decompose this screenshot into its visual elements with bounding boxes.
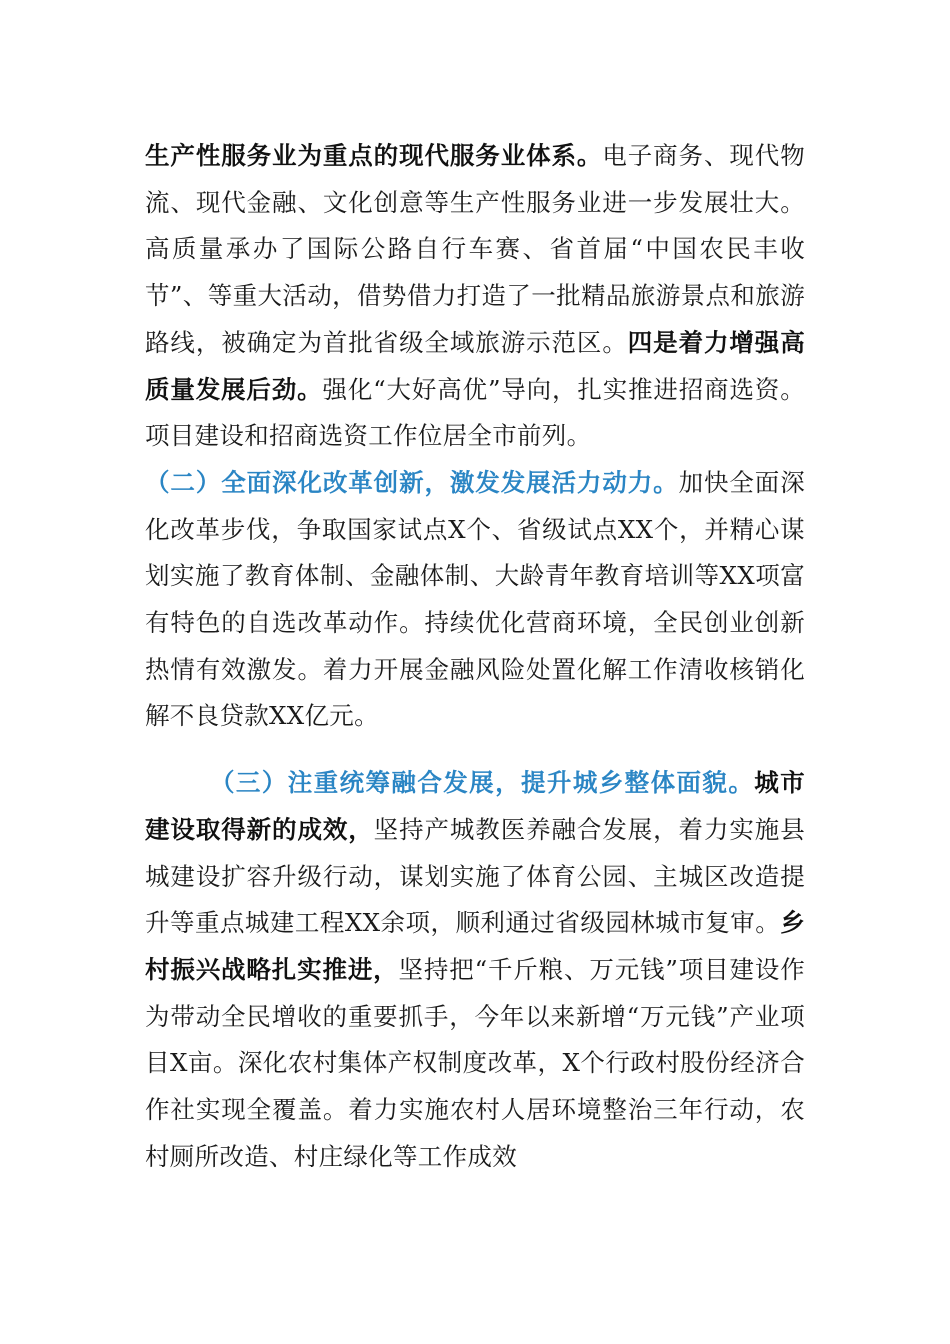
bold-phrase: 乡村振兴战略扎实推进，	[145, 908, 805, 984]
section-heading-2: （二）全面深化改革创新，激发发展活力动力。	[145, 467, 679, 497]
body-text: 电子商务、现代物流、现代金融、文化创意等生产性服务业进一步发展壮大。高质量承办了国际公路自行车赛、省首届“中国农民丰收节”、等重大活动，借势借力打造了一批精品旅游景点和旅游路线，被确定为首批省级全域旅游示范区。	[145, 141, 805, 357]
bold-phrase: 城市建设取得新的成效，	[145, 768, 805, 844]
paragraph-urban-rural	[145, 760, 805, 1180]
body-text: 坚持把“千斤粮、万元钱”项目建设作为带动全民增收的重要抓手，今年以来新增“万元钱”产业项目X亩。深化农村集体产权制度改革，X个行政村股份经济合作社实现全覆盖。着力实施农村人居环境整治三年行动，农村厕所改造、村庄绿化等工作成效	[145, 954, 805, 1171]
section-heading-3: （三）注重统筹融合发展，提升城乡整体面貌。	[210, 768, 755, 798]
bold-phrase: 生产性服务业为重点的现代服务业体系。	[145, 141, 603, 170]
body-text: 坚持产城教医养融合发展，着力实施县城建设扩容升级行动，谋划实施了体育公园、主城区改造提升等重点城建工程XX余项，顺利通过省级园林城市复审。	[145, 814, 805, 938]
paragraph-service-industry	[145, 133, 805, 460]
paragraph-reform	[145, 460, 805, 740]
document-page	[145, 133, 805, 1180]
bold-phrase: 四是着力增强高质量发展后劲。	[145, 327, 805, 404]
body-text: 强化“大好高优”导向，扎实推进招商选资。项目建设和招商选资工作位居全市前列。	[145, 374, 805, 451]
body-text: 加快全面深化改革步伐，争取国家试点X个、省级试点XX个，并精心谋划实施了教育体制、金融体制、大龄青年教育培训等XX项富有特色的自选改革动作。持续优化营商环境，全民创业创新热情有效激发。着力开展金融风险处置化解工作清收核销化解不良贷款XX亿元。	[145, 467, 805, 731]
